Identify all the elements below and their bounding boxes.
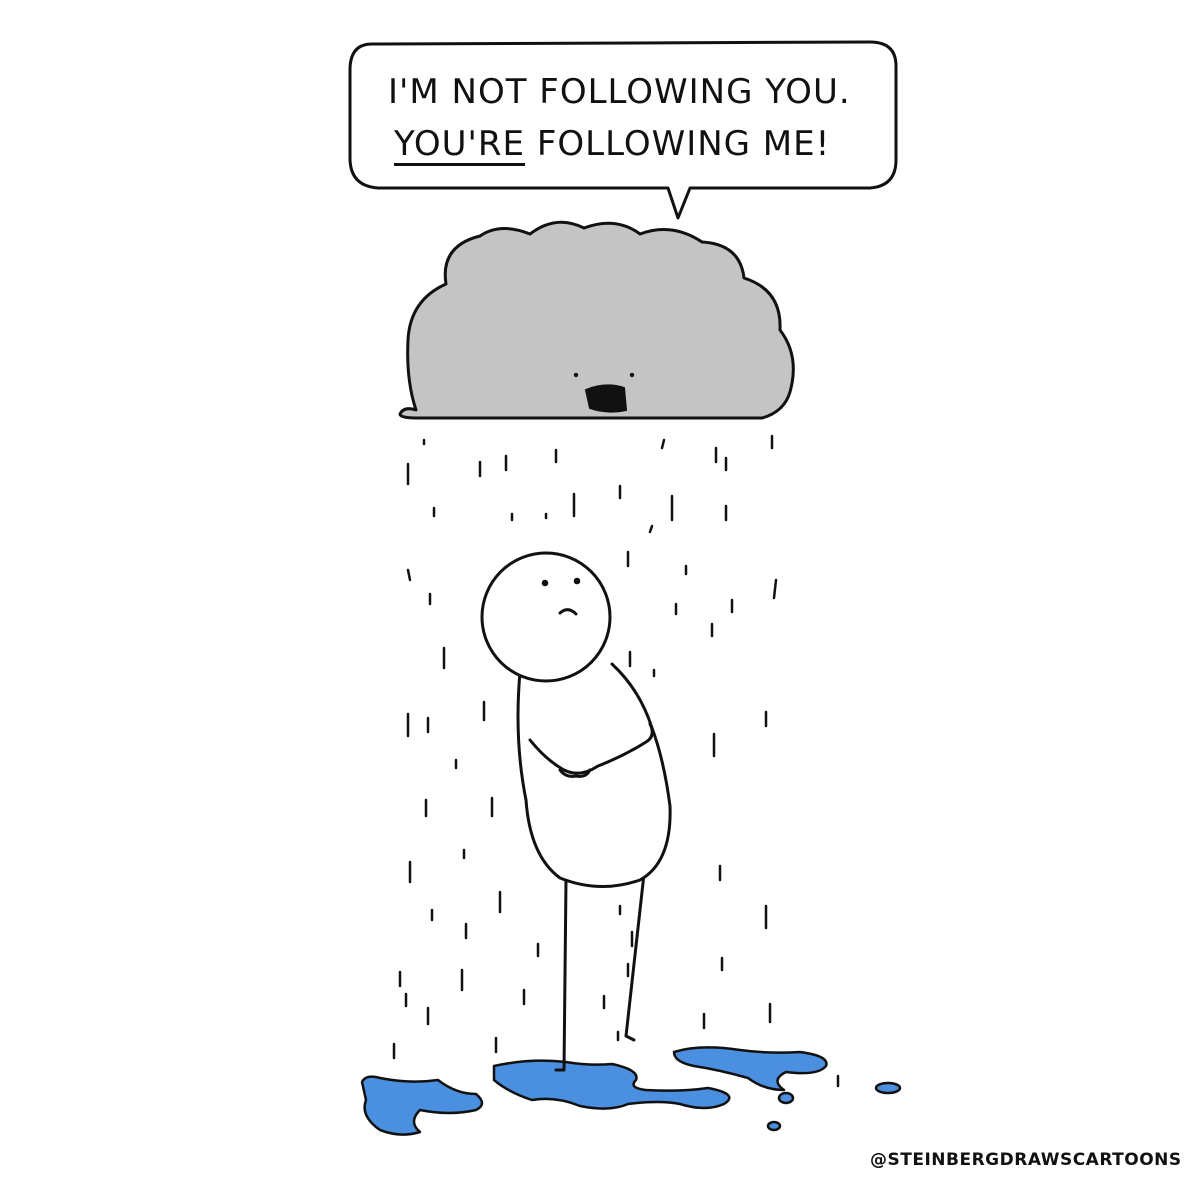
puddle-drop-1: [876, 1083, 900, 1093]
cloud-eye-right: [630, 373, 634, 377]
person-left-leg: [556, 880, 566, 1070]
person-eye-right: [575, 579, 579, 583]
puddle-drop-3: [768, 1122, 780, 1130]
speech-line-2: [394, 124, 830, 164]
puddle-right: [674, 1047, 826, 1090]
speech-line-1: I'M NOT FOLLOWING YOU.: [388, 72, 851, 112]
speech-emphasis: YOU'RE: [394, 124, 526, 164]
person-head: [482, 553, 610, 681]
puddle-left: [362, 1077, 482, 1135]
cloud-mouth: [586, 385, 626, 411]
puddle-drop-2: [779, 1093, 793, 1103]
stick-figure-person: [482, 553, 670, 1070]
speech-line-2-rest: FOLLOWING ME!: [525, 124, 831, 164]
artist-credit: @STEINBERGDRAWSCARTOONS: [870, 1150, 1182, 1170]
water-puddle: [362, 1047, 900, 1134]
puddle-center: [494, 1061, 729, 1109]
person-body: [518, 664, 670, 887]
person-eye-left: [543, 581, 547, 585]
person-right-leg: [626, 874, 644, 1040]
rain-cloud: [400, 222, 793, 418]
cloud-eye-left: [574, 373, 578, 377]
